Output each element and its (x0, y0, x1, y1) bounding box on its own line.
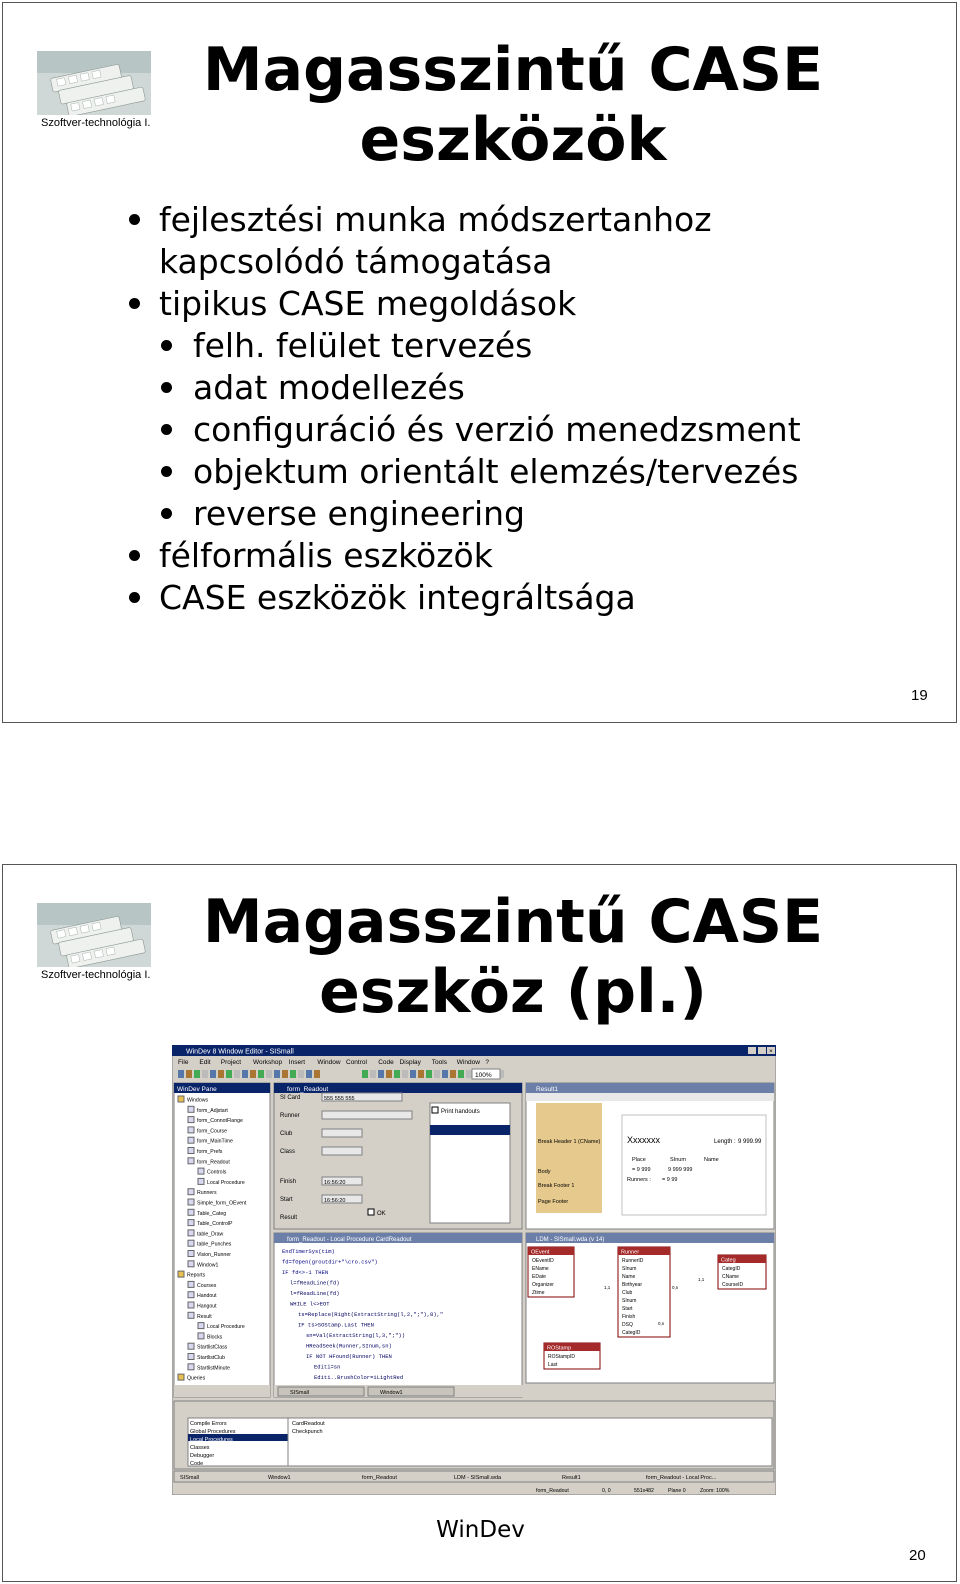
window-icon (198, 1333, 204, 1339)
document-tab-label: SISmall (290, 1390, 309, 1396)
ldm-cardinality: 1,1 (604, 1285, 611, 1290)
window-icon (188, 1343, 194, 1349)
title-line-1: Magasszintű CASE (202, 887, 824, 957)
list-item: Classes (190, 1445, 210, 1451)
course-caption: Szoftver-technológia I. (41, 117, 151, 129)
toolbar-icon (402, 1070, 408, 1078)
menu-item[interactable]: Workshop (253, 1059, 283, 1066)
report-field: Runners : (627, 1177, 651, 1183)
taskbar-item[interactable]: LDM - SISmall.wda (454, 1475, 502, 1481)
report-field: = 9 999 (632, 1167, 651, 1173)
slide-title (173, 887, 853, 1027)
status-field: form_Readout (536, 1488, 569, 1494)
code-line: Editi=sn (314, 1363, 341, 1371)
ldm-field: SInum (622, 1298, 637, 1304)
code-line: IF ts>SOStamp.Last THEN (298, 1321, 374, 1329)
ldm-field: CName (722, 1274, 739, 1280)
ldm-field: Finish (622, 1314, 636, 1320)
list-item: kapcsolódó támogatása (159, 242, 553, 281)
window-title: WinDev 8 Window Editor - SISmall (186, 1048, 294, 1056)
toolbar-icon (458, 1070, 464, 1078)
toolbar-icon (410, 1070, 416, 1078)
toolbar-icon (394, 1070, 400, 1078)
toolbar-icon (298, 1070, 304, 1078)
tree-item: Hangout (197, 1303, 217, 1310)
report-field: SInum (670, 1157, 686, 1163)
ldm-field: SInum (622, 1266, 637, 1272)
window-icon (188, 1220, 194, 1226)
report-field: 9 999 999 (668, 1167, 693, 1173)
toolbar-icon (314, 1070, 320, 1078)
tree-item: table_Punches (197, 1241, 232, 1248)
code-line: EndTimerSys(tim) (282, 1248, 335, 1255)
tree-item: form_ConnotFlange (197, 1118, 243, 1125)
list-item: Code (190, 1461, 204, 1467)
ldm-field: DSQ (622, 1322, 633, 1328)
bullet-icon (129, 550, 140, 561)
ldm-field: CategID (722, 1266, 741, 1272)
page-number: 20 (909, 1547, 926, 1564)
window-icon (188, 1199, 194, 1205)
window-icon (188, 1261, 194, 1267)
ldm-field: Last (548, 1362, 558, 1368)
list-item: Debugger (190, 1453, 215, 1459)
folder-icon (178, 1096, 184, 1102)
folder-icon (178, 1271, 184, 1277)
tree-item: table_Draw (197, 1231, 224, 1238)
report-band: Break Footer 1 (538, 1183, 575, 1189)
report-band: Page Footer (538, 1199, 569, 1205)
window-icon (188, 1127, 194, 1133)
form-label: SI Card (280, 1095, 301, 1101)
form-label: Result (280, 1215, 298, 1221)
menu-item[interactable]: Edit (199, 1059, 211, 1066)
toolbar-icon (210, 1070, 216, 1078)
menu-item[interactable]: Window (456, 1059, 480, 1066)
ldm-field: CourseID (722, 1282, 744, 1288)
code-line: Editi..BrushColor=iLightRed (314, 1374, 404, 1381)
tree-item: Courses (197, 1282, 217, 1289)
list-item: CASE eszközök integráltsága (129, 577, 801, 619)
bullet-icon (161, 424, 172, 435)
bullet-list (129, 199, 801, 619)
window-icon (188, 1117, 194, 1123)
code-title: form_Readout - Local Procedure CardReadout (287, 1237, 412, 1243)
taskbar-item[interactable]: SISmall (180, 1475, 199, 1481)
ldm-field: Start (622, 1306, 633, 1312)
toolbar-icon (450, 1070, 456, 1078)
list-item: felh. felület tervezés (129, 325, 801, 367)
tree-item: Simple_form_OEvent (197, 1200, 247, 1207)
report-band: Break Header 1 (CName) (538, 1139, 601, 1145)
toolbar-icon (274, 1070, 280, 1078)
toolbar-icon (434, 1070, 440, 1078)
form-input (322, 1129, 362, 1137)
taskbar-item[interactable]: form_Readout (362, 1475, 397, 1481)
bullet-icon (161, 508, 172, 519)
tree-item: StartlistMinute (197, 1365, 230, 1372)
form-title: form_Readout (287, 1086, 329, 1093)
ldm-field: Club (622, 1290, 633, 1296)
bullet-icon (161, 382, 172, 393)
tree-item: form_Readout (197, 1159, 230, 1166)
form-label: Start (280, 1197, 293, 1203)
ldm-field: CategID (622, 1330, 641, 1336)
ldm-cardinality: 0,n (672, 1285, 679, 1290)
page-number: 19 (911, 687, 928, 704)
list-item: Local Procedures (190, 1437, 233, 1443)
toolbar-icon (418, 1070, 424, 1078)
ldm-field: Ztime (532, 1290, 545, 1296)
list-item: objektum orientált elemzés/tervezés (129, 451, 801, 493)
status-field: 551x482 (634, 1488, 654, 1494)
window-icon (188, 1281, 194, 1287)
screenshot-caption: WinDev (436, 1517, 525, 1543)
toolbar-icon (186, 1070, 192, 1078)
ldm-entity-name: Runner (621, 1249, 640, 1256)
form-input (322, 1111, 412, 1119)
toolbar-icon (226, 1070, 232, 1078)
zoom-value: 100% (475, 1072, 492, 1079)
menu-item[interactable]: Code (378, 1059, 394, 1066)
toolbar-icon (202, 1070, 208, 1078)
menu-item[interactable]: Tools (431, 1059, 447, 1066)
ok-checkbox[interactable] (368, 1209, 374, 1215)
toolbar-icon (266, 1070, 272, 1078)
taskbar-item[interactable]: Window1 (268, 1475, 291, 1481)
status-field: Plane 0 (668, 1488, 686, 1494)
toolbar-icon (242, 1070, 248, 1078)
tree-item: Windows (187, 1097, 209, 1104)
window-icon (198, 1168, 204, 1174)
tree-item: StartlistClub (197, 1355, 225, 1361)
ldm-field: EDate (532, 1274, 546, 1280)
toolbar-icon (466, 1070, 472, 1078)
window-icon (188, 1106, 194, 1112)
form-table (430, 1103, 510, 1223)
document-tab-label: Window1 (380, 1390, 403, 1396)
title-line-1: Magasszintű CASE (202, 35, 824, 105)
window-controls[interactable] (748, 1047, 775, 1055)
toolbar-icon (234, 1070, 240, 1078)
window-icon (188, 1209, 194, 1215)
tree-item: Runners (197, 1190, 217, 1197)
list-item: Checkpunch (292, 1429, 323, 1435)
report-field: 9 999.99 (738, 1139, 762, 1145)
windev-screenshot (172, 1045, 776, 1495)
report-field: Place (632, 1157, 646, 1163)
toolbar-icon (426, 1070, 432, 1078)
tree-item: Window1 (197, 1262, 219, 1269)
tree-item: Local Procedure (207, 1324, 245, 1331)
toolbar-icon (378, 1070, 384, 1078)
window-icon (198, 1323, 204, 1329)
menu-item[interactable]: Project (220, 1059, 242, 1066)
ldm-cardinality: 0,n (658, 1321, 665, 1326)
tree-item: Queries (187, 1375, 206, 1382)
window-icon (188, 1240, 194, 1246)
window-icon (188, 1312, 194, 1318)
report-bands (536, 1103, 602, 1213)
slide-title (173, 35, 853, 175)
toolbar-icon (290, 1070, 296, 1078)
toolbar-icon (194, 1070, 200, 1078)
window-icon (188, 1158, 194, 1164)
report-band: Body (538, 1169, 551, 1175)
form-value: 16:56:20 (324, 1198, 346, 1204)
ldm-entity-name: ROStamp (547, 1345, 572, 1352)
print-handouts-checkbox: Print handouts (441, 1109, 480, 1115)
list-item: fejlesztési munka módszertanhoz (129, 199, 801, 241)
window-icon (188, 1137, 194, 1143)
code-line: HReadSeek(Runner,SInum,sn) (306, 1342, 392, 1350)
window-icon (188, 1251, 194, 1257)
tree-item: Local Procedure (207, 1179, 245, 1186)
tree-item: Controls (207, 1169, 227, 1176)
bullet-icon (161, 340, 172, 351)
taskbar-item[interactable]: Result1 (562, 1475, 581, 1481)
tree-item: Handout (197, 1293, 217, 1300)
form-input (322, 1147, 362, 1155)
ldm-field: Name (622, 1274, 636, 1280)
report-field: Length : (714, 1139, 736, 1145)
ldm-field: Organizer (532, 1282, 554, 1288)
window-icon (188, 1189, 194, 1195)
window-icon (188, 1364, 194, 1370)
toolbar-icon (282, 1070, 288, 1078)
window-icon (188, 1148, 194, 1154)
tree-item: form_MainTime (197, 1138, 233, 1145)
toolbar-icon (178, 1070, 184, 1078)
list-item: adat modellezés (129, 367, 801, 409)
tree-item: Vision_Runner (197, 1252, 231, 1258)
title-line-2: eszköz (pl.) (319, 957, 707, 1027)
tree-item: form_Prefs (197, 1149, 223, 1155)
tree-item: form_Course (197, 1128, 227, 1135)
ldm-field: EName (532, 1266, 549, 1272)
menu-item[interactable]: Display (399, 1059, 421, 1066)
window-icon (188, 1354, 194, 1360)
ldm-field: Birthyear (622, 1282, 643, 1288)
form-value: 16:56:20 (324, 1180, 346, 1186)
list-item: Compile Errors (190, 1421, 227, 1427)
form-label: Club (280, 1131, 293, 1137)
window-icon (188, 1292, 194, 1298)
code-line: l=fReadLine(fd) (290, 1290, 340, 1297)
toolbar-icon (258, 1070, 264, 1078)
ldm-entity-name: OEvent (531, 1249, 550, 1256)
menu-item[interactable]: ? (485, 1059, 490, 1066)
report-field: Name (704, 1157, 719, 1163)
slide-19 (2, 2, 957, 723)
report-fields[interactable] (622, 1115, 766, 1215)
bullet-icon (129, 592, 140, 603)
form-value: 555 555 555 (324, 1096, 355, 1102)
status-field: 0, 0 (602, 1488, 611, 1494)
tree-item: Result (197, 1313, 212, 1320)
ldm-field: RunnerID (622, 1258, 644, 1264)
toolbar-icon (370, 1070, 376, 1078)
menu-item[interactable]: Insert (288, 1059, 306, 1066)
ldm-title: LDM - SISmall.wda (v 14) (536, 1237, 605, 1243)
list-item: CardReadout (292, 1421, 325, 1427)
pane-title: WinDev Pane (177, 1086, 217, 1093)
toolbar-icon (362, 1070, 368, 1078)
list-item: Global Procedures (190, 1429, 236, 1435)
report-title: Result1 (536, 1086, 559, 1093)
tree-item: Table_ControlP (197, 1221, 233, 1228)
form-label: Finish (280, 1179, 297, 1185)
code-line: fd=fOpen(groutdir+"\cro.csv") (282, 1258, 378, 1266)
folder-icon (178, 1374, 184, 1380)
menu-item[interactable]: File (178, 1059, 189, 1066)
bullet-icon (129, 298, 140, 309)
ldm-entity-name: Categ (721, 1257, 736, 1264)
toolbar-icon (218, 1070, 224, 1078)
list-item: tipikus CASE megoldások (129, 283, 801, 325)
form-label: Class (280, 1149, 296, 1155)
window-icon (198, 1178, 204, 1184)
list-item: configuráció és verzió menedzsment (129, 409, 801, 451)
toolbar-icon (442, 1070, 448, 1078)
title-line-2: eszközök (359, 105, 667, 175)
tree-item: form_Adjstart (197, 1107, 228, 1114)
keyboard-logo-image (37, 903, 151, 967)
list-item: félformális eszközök (129, 535, 801, 577)
tree-item: Reports (187, 1272, 206, 1279)
tree-item: StartlistClass (197, 1344, 228, 1351)
report-field: Xxxxxxx (627, 1135, 661, 1145)
course-caption: Szoftver-technológia I. (41, 969, 151, 981)
report-canvas (622, 1115, 766, 1215)
code-line: IF NOT HFound(Runner) THEN (306, 1353, 392, 1360)
toolbar-icon (250, 1070, 256, 1078)
ldm-field: OEventID (532, 1258, 554, 1264)
ldm-cardinality: 1,1 (698, 1277, 705, 1282)
tree-item: Blocks (207, 1334, 223, 1341)
window-icon (188, 1302, 194, 1308)
svg-text:OK: OK (377, 1211, 386, 1217)
code-line: sn=Val(ExtractString(l,3,";")) (306, 1332, 406, 1339)
tree-item: Table_Categ (197, 1210, 227, 1217)
code-line: ts=Replace(Right(ExtractString(l,2,";"),8)," (298, 1311, 444, 1318)
list-item: reverse engineering (129, 493, 801, 535)
menu-item[interactable]: Control (346, 1059, 367, 1066)
form-label: Runner (280, 1113, 300, 1119)
code-line: l=fReadLine(fd) (290, 1279, 340, 1287)
close-icon: × (769, 1048, 773, 1055)
menu-bar[interactable] (178, 1059, 489, 1066)
toolbar-icon (306, 1070, 312, 1078)
toolbar-icon (386, 1070, 392, 1078)
pane-tabs[interactable] (174, 1385, 270, 1397)
report-field: = 9 99 (662, 1177, 678, 1183)
bullet-icon (129, 214, 140, 225)
code-line: IF fd<>-1 THEN (282, 1269, 329, 1276)
bullet-icon (161, 466, 172, 477)
window-icon (188, 1230, 194, 1236)
taskbar-item[interactable]: form_Readout - Local Proc... (646, 1475, 717, 1481)
keyboard-logo-image (37, 51, 151, 115)
menu-item[interactable]: Window (317, 1059, 341, 1066)
ldm-field: ROStampID (548, 1354, 575, 1360)
status-field: Zoom: 100% (700, 1488, 730, 1494)
code-line: WHILE l<>EOT (290, 1300, 330, 1308)
